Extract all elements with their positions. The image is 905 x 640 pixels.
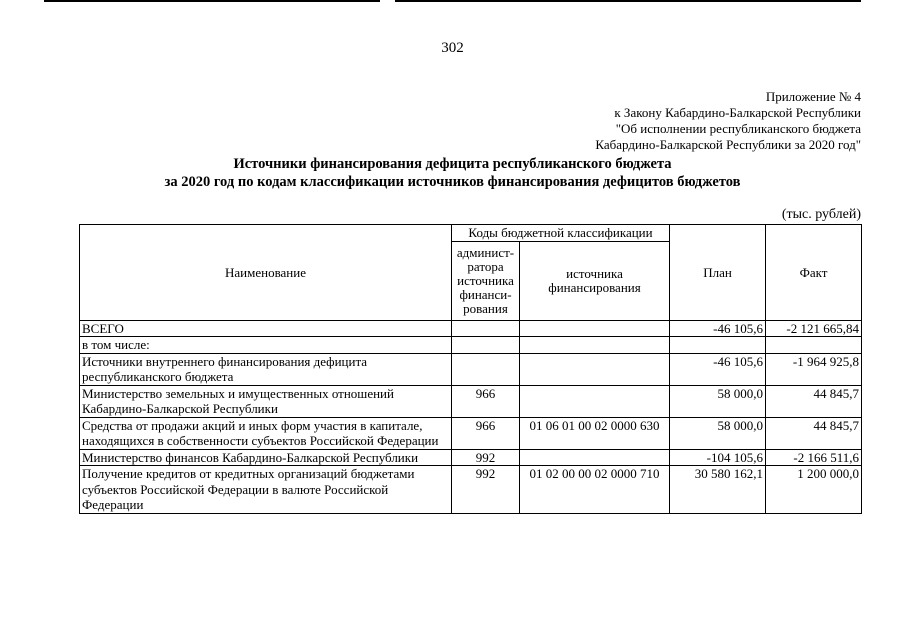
appendix-line-2: к Закону Кабардино-Балкарской Республики — [614, 105, 861, 120]
row-fact-cell: 44 845,7 — [766, 385, 862, 417]
header-plan: План — [670, 225, 766, 321]
row-source-code-cell: 01 06 01 00 02 0000 630 — [520, 417, 670, 449]
header-fact: Факт — [766, 225, 862, 321]
row-plan-cell: -46 105,6 — [670, 320, 766, 337]
row-name-cell: Министерство земельных и имущественных отношений Кабардино-Балкарской Республики — [80, 385, 452, 417]
row-admin-code-cell — [452, 353, 520, 385]
row-name-cell: ВСЕГО — [80, 320, 452, 337]
row-fact-cell: 1 200 000,0 — [766, 466, 862, 514]
table-row — [80, 417, 862, 449]
row-source-code-cell — [520, 385, 670, 417]
row-name-cell: в том числе: — [80, 337, 452, 354]
row-admin-code-cell — [452, 320, 520, 337]
table-row — [80, 466, 862, 514]
row-source-code-cell — [520, 449, 670, 466]
document-title — [0, 155, 905, 191]
appendix-block — [595, 89, 861, 153]
appendix-line-4: Кабардино-Балкарской Республики за 2020 год" — [595, 137, 861, 152]
row-plan-cell: -46 105,6 — [670, 353, 766, 385]
row-fact-cell: -2 121 665,84 — [766, 320, 862, 337]
row-fact-cell: -2 166 511,6 — [766, 449, 862, 466]
row-name-cell: Министерство финансов Кабардино-Балкарской Республики — [80, 449, 452, 466]
row-fact-cell — [766, 337, 862, 354]
row-plan-cell: 58 000,0 — [670, 385, 766, 417]
table-row — [80, 320, 862, 337]
header-row-1 — [80, 225, 862, 242]
row-name-cell: Получение кредитов от кредитных организаций бюджетами субъектов Российской Федерации в валюте Российской Федерации — [80, 466, 452, 514]
row-source-code-cell — [520, 353, 670, 385]
financing-table — [79, 224, 862, 514]
row-admin-code-cell: 992 — [452, 466, 520, 514]
page-number: 302 — [441, 40, 464, 56]
row-admin-code-cell: 966 — [452, 417, 520, 449]
row-source-code-cell — [520, 320, 670, 337]
header-name: Наименование — [80, 225, 452, 321]
table-row — [80, 337, 862, 354]
units-label: (тыс. рублей) — [781, 207, 861, 222]
appendix-line-1: Приложение № 4 — [765, 89, 861, 104]
row-plan-cell — [670, 337, 766, 354]
table-row — [80, 385, 862, 417]
title-line-1: Источники финансирования дефицита республиканского бюджета — [233, 156, 672, 172]
title-line-2: за 2020 год по кодам классификации источников финансирования дефицитов бюджетов — [164, 174, 741, 190]
header-admin: админист- ратора источника финанси- рования — [452, 241, 520, 320]
appendix-line-3: "Об исполнении республиканского бюджета — [615, 121, 861, 136]
row-admin-code-cell: 992 — [452, 449, 520, 466]
row-fact-cell: 44 845,7 — [766, 417, 862, 449]
row-admin-code-cell: 966 — [452, 385, 520, 417]
row-plan-cell: 30 580 162,1 — [670, 466, 766, 514]
row-admin-code-cell — [452, 337, 520, 354]
table-row — [80, 449, 862, 466]
top-border-right — [395, 0, 861, 2]
row-name-cell: Источники внутреннего финансирования дефицита республиканского бюджета — [80, 353, 452, 385]
header-source: источника финансирования — [520, 241, 670, 320]
header-codes: Коды бюджетной классификации — [452, 225, 670, 242]
row-plan-cell: 58 000,0 — [670, 417, 766, 449]
row-source-code-cell — [520, 337, 670, 354]
top-border-left — [44, 0, 380, 2]
row-source-code-cell: 01 02 00 00 02 0000 710 — [520, 466, 670, 514]
table-row — [80, 353, 862, 385]
row-name-cell: Средства от продажи акций и иных форм участия в капитале, находящихся в собственности субъектов Российской Федерации — [80, 417, 452, 449]
row-fact-cell: -1 964 925,8 — [766, 353, 862, 385]
row-plan-cell: -104 105,6 — [670, 449, 766, 466]
